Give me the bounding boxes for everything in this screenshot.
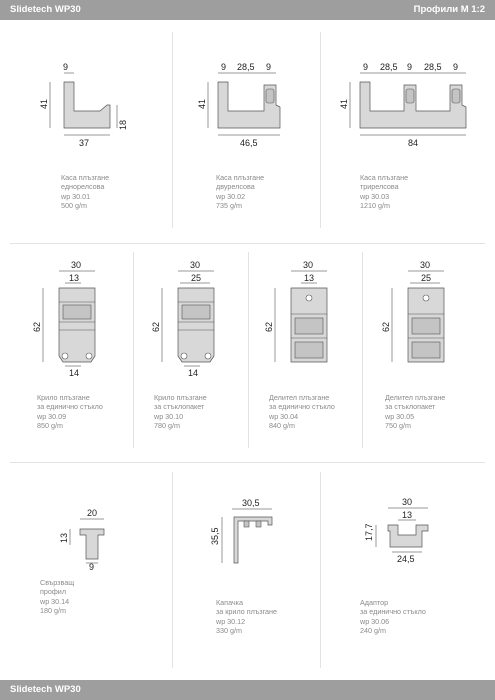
page-subtitle: Профили М 1:2 (413, 4, 485, 15)
profile-drawing-wp3003 (330, 55, 480, 155)
dim-label: 30 (71, 260, 82, 270)
dim-label: 41 (39, 98, 49, 109)
dim-label: 30 (420, 260, 431, 270)
caption-weight: 850 g/m (37, 421, 63, 431)
brand-title: Slidetech WP30 (10, 4, 81, 15)
caption-weight: 180 g/m (40, 606, 66, 616)
caption-code: wp 30.04 (269, 411, 299, 421)
dim-label: 84 (408, 138, 419, 148)
profile-drawing-wp3010 (140, 258, 235, 383)
caption-type: за стъклопакет (385, 402, 436, 412)
caption-type: за стъклопакет (154, 402, 205, 412)
caption-type: за единично стъкло (269, 402, 335, 412)
profile-caption (61, 173, 109, 211)
separator (172, 32, 173, 228)
separator (320, 32, 321, 228)
caption-type: за единично стъкло (37, 402, 103, 412)
caption-name: Крило плъзгане (37, 393, 90, 402)
dim-label: 28,5 (237, 62, 255, 72)
dim-label: 9 (89, 562, 95, 572)
caption-weight: 330 g/m (216, 626, 242, 636)
dim-label: 25 (421, 273, 432, 283)
caption-weight: 735 g/m (216, 201, 242, 211)
dim-label: 24,5 (397, 554, 415, 564)
caption-name: Делител плъзгане (385, 393, 446, 402)
profile-drawing-wp3012 (200, 495, 290, 580)
dim-label: 30 (190, 260, 201, 270)
dim-label: 37 (79, 138, 90, 148)
separator (172, 472, 173, 668)
caption-weight: 240 g/m (360, 626, 386, 636)
profile-drawing-wp3009 (25, 258, 120, 383)
dim-label: 9 (266, 62, 272, 72)
dim-label: 28,5 (380, 62, 398, 72)
caption-code: wp 30.05 (385, 411, 415, 421)
caption-code: wp 30.03 (360, 191, 390, 201)
caption-weight: 780 g/m (154, 421, 180, 431)
caption-name: Каса плъзгане (61, 173, 110, 182)
caption-type: за крило плъзгане (216, 607, 278, 617)
dim-label: 41 (339, 98, 349, 109)
separator (10, 243, 485, 244)
separator (320, 472, 321, 668)
dim-label: 9 (453, 62, 459, 72)
footer-bar (0, 680, 495, 700)
caption-name: Капачка (216, 598, 243, 607)
profile-caption (385, 393, 445, 431)
dim-label: 30,5 (242, 498, 260, 508)
dim-label: 18 (118, 119, 128, 130)
profile-drawing-wp3004 (255, 258, 350, 383)
dim-label: 14 (188, 368, 199, 378)
profile-caption (37, 393, 103, 431)
caption-name: Адаптор (360, 598, 389, 607)
caption-type: еднорелсова (61, 182, 105, 192)
dim-label: 25 (191, 273, 202, 283)
caption-code: wp 30.09 (37, 411, 67, 421)
caption-code: wp 30.12 (216, 616, 246, 626)
dim-label: 30 (402, 497, 413, 507)
dim-label: 9 (221, 62, 227, 72)
dim-label: 13 (304, 273, 315, 283)
caption-code: wp 30.06 (360, 616, 390, 626)
dim-label: 62 (264, 321, 274, 332)
header-bar (0, 0, 495, 20)
dim-label: 9 (63, 62, 69, 72)
caption-weight: 750 g/m (385, 421, 411, 431)
caption-name: Каса плъзгане (216, 173, 265, 182)
dim-label: 9 (363, 62, 369, 72)
caption-name: Свързващ (40, 578, 75, 587)
separator (10, 462, 485, 463)
caption-weight: 840 g/m (269, 421, 295, 431)
dim-label: 46,5 (240, 138, 258, 148)
profile-caption (269, 393, 335, 431)
caption-code: wp 30.14 (40, 596, 70, 606)
dim-label: 17,7 (364, 523, 374, 541)
separator (133, 252, 134, 448)
separator (248, 252, 249, 448)
caption-type: за единично стъкло (360, 607, 426, 617)
caption-type: трирелсова (360, 182, 399, 192)
dim-label: 35,5 (210, 527, 220, 545)
caption-code: wp 30.02 (216, 191, 246, 201)
dim-label: 14 (69, 368, 80, 378)
caption-name: Делител плъзгане (269, 393, 330, 402)
dim-label: 13 (59, 532, 69, 543)
profile-caption (360, 173, 408, 211)
dim-label: 20 (87, 508, 98, 518)
footer-brand: Slidetech WP30 (10, 684, 81, 695)
profile-drawing-wp3005 (370, 258, 470, 383)
profile-caption (216, 173, 264, 211)
dim-label: 28,5 (424, 62, 442, 72)
profile-caption (216, 598, 277, 636)
caption-weight: 500 g/m (61, 201, 87, 211)
caption-type: двурелсова (216, 182, 255, 192)
caption-name: Каса плъзгане (360, 173, 409, 182)
dim-label: 13 (69, 273, 80, 283)
caption-type: профил (40, 587, 67, 597)
caption-name: Крило плъзгане (154, 393, 207, 402)
profile-caption (154, 393, 207, 431)
dim-label: 13 (402, 510, 413, 520)
dim-label: 41 (197, 98, 207, 109)
dim-label: 62 (151, 321, 161, 332)
dim-label: 30 (303, 260, 314, 270)
separator (362, 252, 363, 448)
dim-label: 9 (407, 62, 413, 72)
profile-caption (360, 598, 426, 636)
profile-drawing-wp3002 (190, 55, 305, 155)
dim-label: 62 (32, 321, 42, 332)
dim-label: 62 (381, 321, 391, 332)
caption-weight: 1210 g/m (360, 201, 390, 211)
profile-drawing-wp3001 (30, 55, 140, 155)
profile-drawing-wp3006 (350, 495, 460, 580)
profile-caption (40, 578, 74, 616)
caption-code: wp 30.01 (61, 191, 91, 201)
profile-drawing-wp3014 (50, 505, 130, 575)
caption-code: wp 30.10 (154, 411, 184, 421)
